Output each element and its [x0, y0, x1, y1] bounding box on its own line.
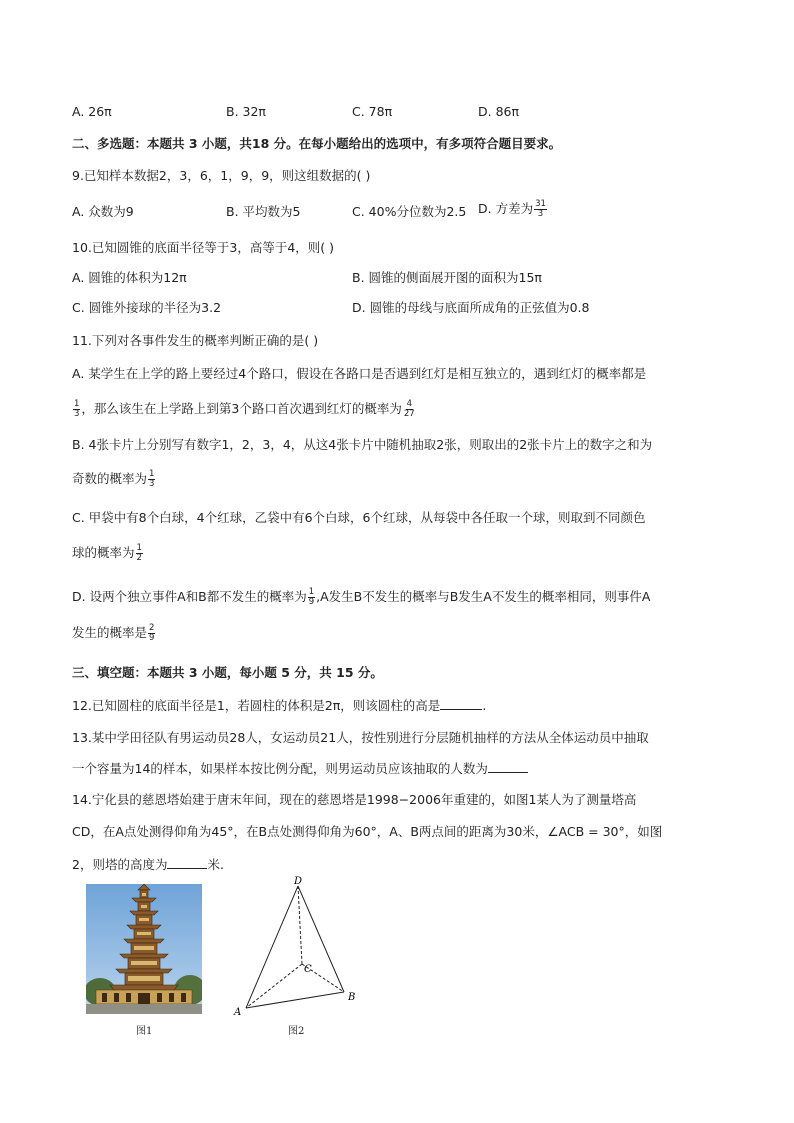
q14-line1: 14.宁化县的慈恩塔始建于唐末年间，现在的慈恩塔是1998−2006年重建的，如图1某人为了测量塔高: [72, 792, 637, 807]
q11-d-fraction-2: $\frac{2}{9}$: [149, 623, 155, 643]
q11-a-mid-text: ，那么该生在上学路上到第3个路口首次遇到红灯的概率为: [81, 401, 402, 416]
q11-c-text: 球的概率为: [72, 545, 135, 560]
label-B: B: [348, 992, 356, 1003]
figure-2-diagram: [228, 874, 368, 1024]
q9-option-d: [478, 200, 548, 219]
q8-option-b: B. 32π: [226, 104, 266, 119]
edge-DC: [298, 886, 302, 964]
q11-b-text: 奇数的概率为: [72, 471, 148, 486]
q9-option-b: B. 平均数为5: [226, 204, 301, 219]
q11-a-fraction-2: $\frac{4}{27}$: [403, 399, 415, 419]
q13-text: 一个容量为14的样本，如果样本按比例分配，则男运动员应该抽取的人数为: [72, 761, 488, 776]
q14-text: 2，则塔的高度为: [72, 857, 168, 872]
q10-option-b: B. 圆锥的侧面展开图的面积为15π: [352, 270, 542, 285]
q11-b-fraction: $\frac{1}{3}$: [149, 469, 155, 489]
edge-AB: [246, 992, 344, 1008]
q11-option-d-line1: [72, 588, 650, 607]
q11-c-fraction: $\frac{1}{2}$: [136, 543, 142, 563]
edge-CA: [246, 964, 302, 1008]
q10-option-c: C. 圆锥外接球的半径为3.2: [72, 300, 222, 315]
q11-option-b-line2: [72, 470, 156, 489]
q11-option-b-line1: B. 4张卡片上分别写有数字1，2，3，4，从这4张卡片中随机抽取2张，则取出的2张卡片上的数字之和为: [72, 437, 653, 452]
q13-line1: 13.某中学田径队有男运动员28人，女运动员21人，按性别进行分层随机抽样的方法从全体运动员中抽取: [72, 730, 649, 745]
q8-option-c: C. 78π: [352, 104, 393, 119]
q8-option-d: D. 86π: [478, 104, 520, 119]
q11-option-a-line1: A. 某学生在上学的路上要经过4个路口，假设在各路口是否遇到红灯是相互独立的，遇到红灯的概率都是: [72, 366, 647, 381]
q14-line3: [72, 856, 224, 873]
q8-option-a: A. 26π: [72, 104, 112, 119]
q14-unit: 米.: [207, 857, 224, 872]
q12-answer-blank: [440, 697, 482, 710]
q10-stem: 10.已知圆锥的底面半径等于3，高等于4，则( ): [72, 240, 335, 255]
q12-period: .: [482, 698, 487, 713]
q12: [72, 697, 486, 714]
q14-answer-blank: [167, 856, 207, 869]
section3-header: 三、填空题：本题共 3 小题，每小题 5 分，共 15 分。: [72, 665, 383, 680]
label-C: C: [304, 964, 312, 975]
q11-d-pre: D. 设两个独立事件A和B都不发生的概率为: [72, 589, 307, 604]
figure-2-caption: 图2: [288, 1026, 305, 1037]
q12-text: 12.已知圆柱的底面半径是1，若圆柱的体积是2π，则该圆柱的高是: [72, 698, 441, 713]
section2-header: 二、多选题：本题共 3 小题，共18 分。在每小题给出的选项中，有多项符合题目要求。: [72, 136, 562, 151]
figure-1-caption: 图1: [136, 1026, 153, 1037]
q11-option-c-line1: C. 甲袋中有8个白球，4个红球，乙袋中有6个白球，6个红球，从每袋中各任取一个球，则取到不同颜色: [72, 510, 646, 525]
q9-option-d-prefix: D. 方差为: [478, 201, 534, 216]
q11-option-a-line2: [72, 400, 417, 419]
q11-option-c-line2: [72, 544, 144, 563]
pagoda-photo: [86, 884, 202, 1014]
q11-d-text: 发生的概率是: [72, 625, 148, 640]
q11-stem: 11.下列对各事件发生的概率判断正确的是( ): [72, 333, 319, 348]
q13-answer-blank: [488, 760, 528, 773]
q9-option-c: C. 40%分位数为2.5: [352, 204, 467, 219]
q10-option-d: D. 圆锥的母线与底面所成角的正弦值为0.8: [352, 300, 590, 315]
edge-DA: [246, 886, 298, 1008]
label-A: A: [234, 1007, 242, 1018]
q9-d-fraction: $\frac{31}{3}$: [535, 199, 546, 219]
q9-option-a: A. 众数为9: [72, 204, 134, 219]
q11-d-fraction-1: $\frac{1}{9}$: [308, 587, 315, 607]
q13-line2: [72, 760, 528, 777]
q14-line2: CD，在A点处测得仰角为45°，在B点处测得仰角为60°，A、B两点间的距离为30米，∠ACB = 30°，如图: [72, 824, 663, 839]
q11-a-fraction-1: $\frac{1}{3}$: [74, 399, 80, 419]
q11-d-post: ,A发生B不发生的概率与B发生A不发生的概率相同，则事件A: [316, 589, 651, 604]
q10-option-a: A. 圆锥的体积为12π: [72, 270, 187, 285]
q9-stem: 9.已知样本数据2，3，6，1，9，9，则这组数据的( ): [72, 168, 371, 183]
label-D: D: [294, 876, 303, 887]
q11-option-d-line2: [72, 624, 156, 643]
